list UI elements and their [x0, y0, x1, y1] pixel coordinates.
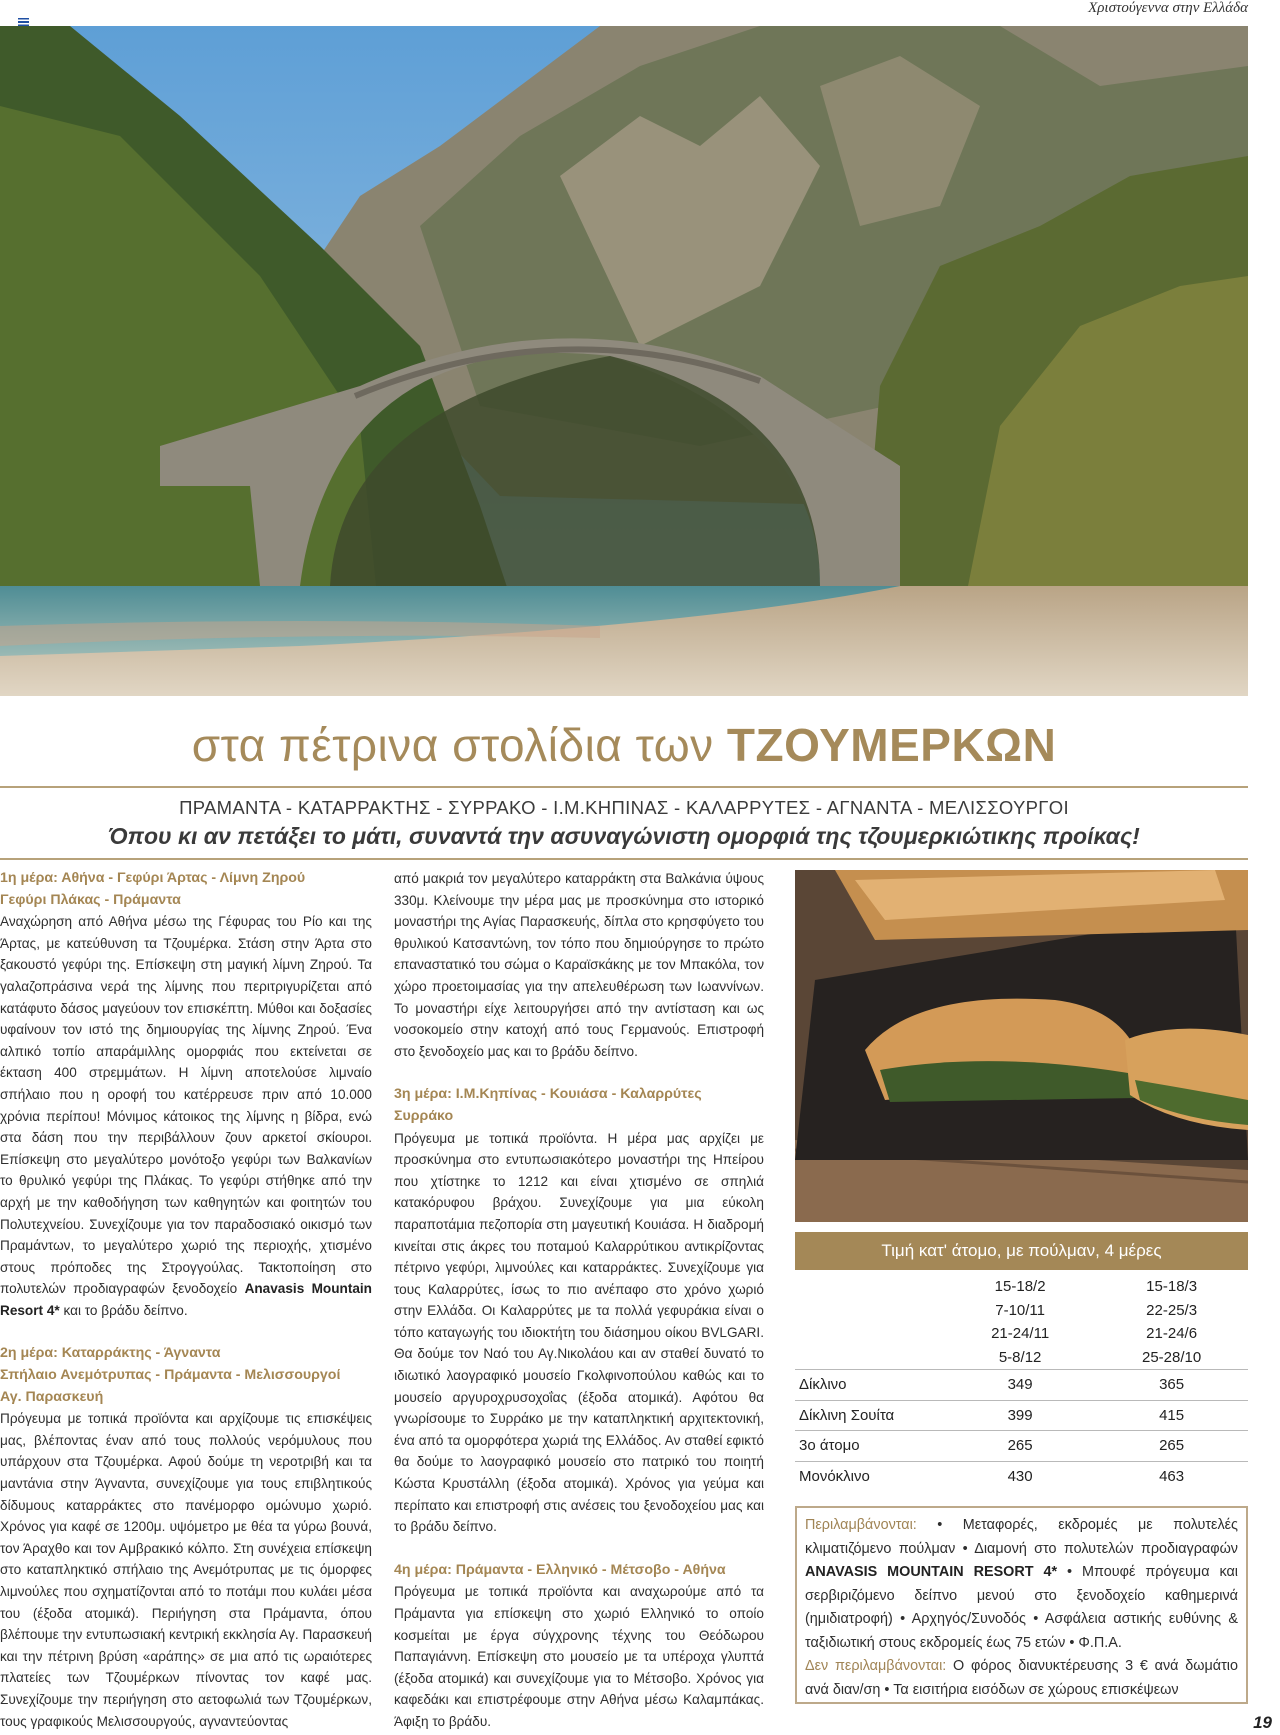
section-label: Χριστούγεννα στην Ελλάδα [1088, 0, 1248, 16]
itinerary-column-1 [0, 868, 372, 1732]
day4-heading: 4η μέρα: Πράμαντα - Ελληνικό - Μέτσοβο - Αθήνα [394, 1561, 726, 1578]
day2-text-part2: από μακριά τον μεγαλύτερο καταρράκτη στα Βαλκάνια ύψους 330μ. Κλείνουμε την μέρα μας με προσκύνημα στο ιστορικό μοναστήρι της Αγίας Παρασκευής, δίπλα στο κρησφύγετο του θρυλικού Κατσαντώνη, τον τόπο που δημιούργησε το πρώτο επαναστατικό του σώμα ο Καραϊσκάκης με τον Μπακόλα, τον χώρο προετοιμασίας για την απελευθέρωση των Ιωαννίνων. Το μοναστήρι είχε λειτουργήσει από την αντίσταση και ως νοσοκομείο στην κατοχή από τους Γερμανούς. Επιστροφή στο ξενοδοχείο μας και το βράδυ δείπνο. [394, 871, 764, 1059]
hero-photo-bridge [0, 26, 1248, 696]
date-group-1: 15-18/2 7-10/11 21-24/11 5-8/12 [991, 1278, 1050, 1366]
includes-box: Περιλαμβάνονται: • Μεταφορές, εκδρομές με πολυτελές κλιματιζόμενο πούλμαν • Διαμονή στο πολυτελών προδιαγραφών ANAVASIS MOUNTAIN RESORT 4* • Μπουφέ πρόγευμα και σερβιριζόμενο δείπνο μενού στο ξενοδοχείο καθημερινά (ημιδιατροφή) • Αρχηγός/Συνοδός • Ασφάλεια αστικής ευθύνης & ταξιδιωτική στους εκδρομείς έως 75 ετών • Φ.Π.Α. Δεν περιλαμβάνονται: Ο φόρος διανυκτέρευσης 3 € ανά δωμάτιο ανά διαν/ση • Τα εισιτήρια εισόδων σε χώρους επισκέψεων [795, 1506, 1248, 1704]
food-photo-pie [795, 870, 1248, 1222]
day2-heading: 2η μέρα: Καταρράκτης - Άγναντα [0, 1345, 221, 1362]
day3-heading-line2: Συρράκο [394, 1107, 454, 1124]
day4-text: Πρόγευμα με τοπικά προϊόντα και αναχωρούμε από τα Πράμαντα για επίσκεψη στο χωριό Ελληνικό το οποίο κοσμείται με έργα σύγχρονης τέχνης του Θεόδωρου Παπαγιάννη. Επίσκεψη στο μουσείο με τα υπέροχα γλυπτά (έξοδα ατομικά) και συνεχίζουμε για το Μέτσοβο. Χρόνος για καφεδάκι και επιστρέφουμε στην Αθήνα μέσω Καλαμπάκας. Άφιξη το βράδυ. [394, 1584, 764, 1729]
table-row: Δίκλινο 349 365 [795, 1370, 1248, 1401]
date-row [795, 1270, 1248, 1370]
greek-flag-icon [18, 18, 29, 26]
page-number: 19 [1253, 1713, 1272, 1732]
tagline: Όπου κι αν πετάξει το μάτι, συναντά την ασυναγώνιστη ομορφιά της τζουμερκιώτικης προίκας! [108, 823, 1140, 849]
day1-heading: 1η μέρα: Αθήνα - Γεφύρι Άρτας - Λίμνη Ζηρού [0, 870, 306, 886]
table-row: Δίκλινη Σουίτα 399 415 [795, 1400, 1248, 1431]
day3-heading: 3η μέρα: Ι.Μ.Κηπίνας - Κουιάσα - Καλαρρύτες [394, 1086, 702, 1103]
destinations-subtitle: ΠΡΑΜΑΝΤΑ - ΚΑΤΑΡΡΑΚΤΗΣ - ΣΥΡΡΑΚΟ - Ι.Μ.ΚΗΠΙΝΑΣ - ΚΑΛΑΡΡΥΤΕΣ - ΑΓΝΑΝΤΑ - ΜΕΛΙΣΣΟΥΡΓΟΙ [179, 797, 1069, 818]
date-group-2: 15-18/3 22-25/3 21-24/6 25-28/10 [1142, 1278, 1202, 1366]
day2-text-part1: Πρόγευμα με τοπικά προϊόντα και αρχίζουμε τις επισκέψεις μας, βλέποντας έναν από τους πολλούς νερόμυλους που υπάρχουν στα Τζουμέρκα. Αφού δούμε τη νεροτριβή και τα μαντάνια στην Άγναντα, συνεχίζουμε για τους επιβλητικούς δίδυμους καταρράκτες στο πανέμορφο ομώνυμο χωριό. Χρόνος για καφέ σε 1200μ. υψόμετρο με θέα τα γύρω βουνά, τον Άραχθο και τον Αμβρακικό κόλπο. Στη συνέχεια επίσκεψη στο καταπληκτικό σπήλαιο της Ανεμότρυπας με τις όμορφες λιμνούλες που σχηματίζονται από το ποτάμι που κυλάει μέσα του (έξοδα ατομικά). Περιήγηση στα Πράμαντα, όπου βλέπουμε την εντυπωσιακή κεντρική εκκλησία Αγ. Παρασκευή και την πέτρινη βρύση «αράπης» σε μια από τις ωραιότερες πλατείες των Τζουμέρκων πίνοντας τον καφέ μας. Συνεχίζουμε την περιήγηση στο αετοφωλιά των Τζουμέρκων, τους γραφικούς Μελισσουργούς, αγναντεύοντας [0, 1411, 372, 1729]
day3-text: Πρόγευμα με τοπικά προϊόντα. Η μέρα μας αρχίζει με προσκύνημα στο εντυπωσιακότερο μοναστήρι της Ηπείρου που χτίστηκε το 1212 και είναι χτισμένο σε σπηλιά κατακόρυφου βράχου. Συνεχίζουμε για μια εύκολη παραποτάμια πεζοπορία στη μαγευτική Κουιάσα. Η διαδρομή κινείται στις άκρες του ποταμού Καλαρρύτικου αντικρίζοντας πέτρινο γεφύρι, λιμνούλες και καταρράκτες. Συνεχίζουμε για τους Καλαρρύτες, ίσως το πιο ανέπαφο στο χρόνο χωριό στην Ελλάδα. Οι Καλαρρύτες με τα πολλά γεφυράκια είναι ο τόπο καταγωγής του ιδιοκτήτη του διάσημου οίκου BVLGARI. Θα δούμε τον Ναό του Αγ.Νικολάου και αν σταθεί δυνατό το ιδιωτικό λαογραφικό μουσείο Γκολφινοπούλου καθώς και το μουσείο αργυροχρυσοχοΐας (έξοδα ατομικά). Αφότου θα γνωρίσουμε το Συρράκο με την καταπληκτική αρχιτεκτονική, ένα από τα ομορφότερα χωριά της Ελλάδος. Αν σταθεί εφικτό θα δούμε το λαογραφικό μουσείο στο πατρικό του ποιητή Κώστα Κρυστάλλη (έξοδα ατομικά). Χρόνος για γεύμα και περίπατο και επιστροφή στις ανέσεις του ξενοδοχείου μας και το βράδυ δείπνο. [394, 1130, 764, 1535]
includes-label: Περιλαμβάνονται: [805, 1517, 917, 1533]
day1-text: Αναχώρηση από Αθήνα μέσω της Γέφυρας του Ρίο και της Άρτας, με κατεύθυνση τα Τζουμέρκα. Στάση στην Άρτα στο ξακουστό γεφύρι της. Επίσκεψη στη μαγική λίμνη Ζηρού. Τα γαλαζοπράσινα νερά της λίμνης που περιτριγυρίζεται από κατάφυτο δάσος μαγεύουν τον επισκέπτη. Μύθοι και δοξασίες υφαίνουν τον ιστό της δημιουργίας της λίμνης Ζηρού. Ένα αλπικό τοπίο απαράμιλλης ομορφιάς που εκτείνεται σε έκταση 400 στρεμμάτων. Η λίμνη αποτελούσε λιμναίο σπήλαιο που η οροφή του κατέρρευσε πριν από 10.000 χρόνια περίπου! Μόνιμος κάτοικος της λίμνης η βίδρα, ενώ στα δάση που την περιβάλλουν ζουν αρκετοί σκίουροι. Επίσκεψη στο μεγαλύτερο μονότοξο γεφύρι των Βαλκανίων το θρυλικό γεφύρι της Πλάκας. Το γεφύρι στήθηκε από την αρχή με την καθοδήγηση των καθηγητών και φοιτητών του Πολυτεχνείου. Συνεχίζουμε για τον παραδοσιακό οικισμό των Πραμάντων, το μεγαλύτερο χωριό της περιοχής, χτισμένο στους πρόποδες της Στρογγούλας. Τακτοποίηση στο πολυτελών προδιαγραφών ξενοδοχείο Anavasis Mountain Resort 4* και το βράδυ δείπνο. [0, 914, 372, 1318]
day2-heading-line2: Σπήλαιο Ανεμότρυπας - Πράμαντα - Μελισσουργοί [0, 1367, 341, 1384]
table-row: Μονόκλινο 430 463 [795, 1461, 1248, 1492]
itinerary-column-2 [394, 868, 764, 1733]
day2-heading-line3: Αγ. Παρασκευή [0, 1388, 104, 1405]
price-table [795, 1232, 1248, 1492]
tagline-rule [0, 858, 1248, 860]
table-row: 3ο άτομο 265 265 [795, 1431, 1248, 1462]
price-table-header: Τιμή κατ' άτομο, με πούλμαν, 4 μέρες [795, 1232, 1248, 1270]
not-included-label: Δεν περιλαμβάνονται: [805, 1658, 947, 1674]
title-rule [0, 786, 1248, 788]
page-title: στα πέτρινα στολίδια των ΤΖΟΥΜΕΡΚΩΝ [191, 719, 1057, 771]
day1-heading-line2: Γεφύρι Πλάκας - Πράμαντα [0, 891, 181, 908]
